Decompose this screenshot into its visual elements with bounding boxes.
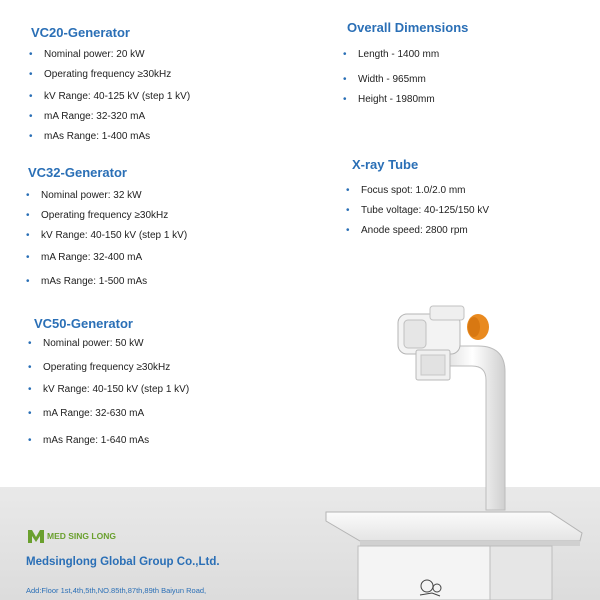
vc32-spec-item: • Nominal power: 32 kW [41, 190, 187, 201]
vc50-spec-item: • mAs Range: 1-640 mAs [43, 435, 189, 446]
dimensions-section [347, 20, 468, 105]
vc32-section [28, 165, 187, 287]
vc32-spec-item: • Operating frequency ≥30kHz [41, 210, 187, 221]
vc50-title: VC50-Generator [34, 316, 133, 331]
vc20-section [31, 25, 190, 142]
vc20-title: VC20-Generator [31, 25, 130, 40]
logo-text: MED SING LONG [47, 531, 116, 541]
vc50-spec-item: • kV Range: 40-150 kV (step 1 kV) [43, 384, 189, 395]
vc50-section [34, 316, 189, 446]
vc50-spec-item: • Nominal power: 50 kW [43, 338, 189, 349]
xray-tube-title: X-ray Tube [352, 157, 419, 172]
dimensions-spec-item: • Height - 1980mm [358, 94, 468, 105]
msl-logo-icon [27, 528, 45, 544]
vc20-spec-item: • mAs Range: 1-400 mAs [44, 131, 190, 142]
xray-tube-spec-item: • Focus spot: 1.0/2.0 mm [361, 185, 489, 196]
dimensions-title: Overall Dimensions [347, 20, 469, 35]
dimensions-spec-item: • Length - 1400 mm [358, 49, 468, 60]
xray-tube-spec-item: • Tube voltage: 40-125/150 kV [361, 205, 489, 216]
vc20-spec-item: • Nominal power: 20 kW [44, 49, 190, 60]
company-name: Medsinglong Global Group Co.,Ltd. [26, 556, 220, 568]
vc20-spec-item: • kV Range: 40-125 kV (step 1 kV) [44, 91, 190, 102]
company-logo [27, 528, 116, 544]
vc32-spec-item: • mAs Range: 1-500 mAs [41, 276, 187, 287]
dimensions-spec-item: • Width - 965mm [358, 74, 468, 85]
vc32-title: VC32-Generator [28, 165, 127, 180]
company-address: Add:Floor 1st,4th,5th,NO.85th,87th,89th Baiyun Road, [26, 586, 207, 595]
xray-tube-spec-item: • Anode speed: 2800 rpm [361, 225, 489, 236]
vc50-spec-item: • Operating frequency ≥30kHz [43, 362, 189, 373]
vc20-spec-item: • Operating frequency ≥30kHz [44, 69, 190, 80]
vc50-spec-item: • mA Range: 32-630 mA [43, 408, 189, 419]
xray-tube-section [352, 157, 489, 236]
vc20-spec-item: • mA Range: 32-320 mA [44, 111, 190, 122]
vc32-spec-item: • mA Range: 32-400 mA [41, 252, 187, 263]
vc32-spec-item: • kV Range: 40-150 kV (step 1 kV) [41, 230, 187, 241]
